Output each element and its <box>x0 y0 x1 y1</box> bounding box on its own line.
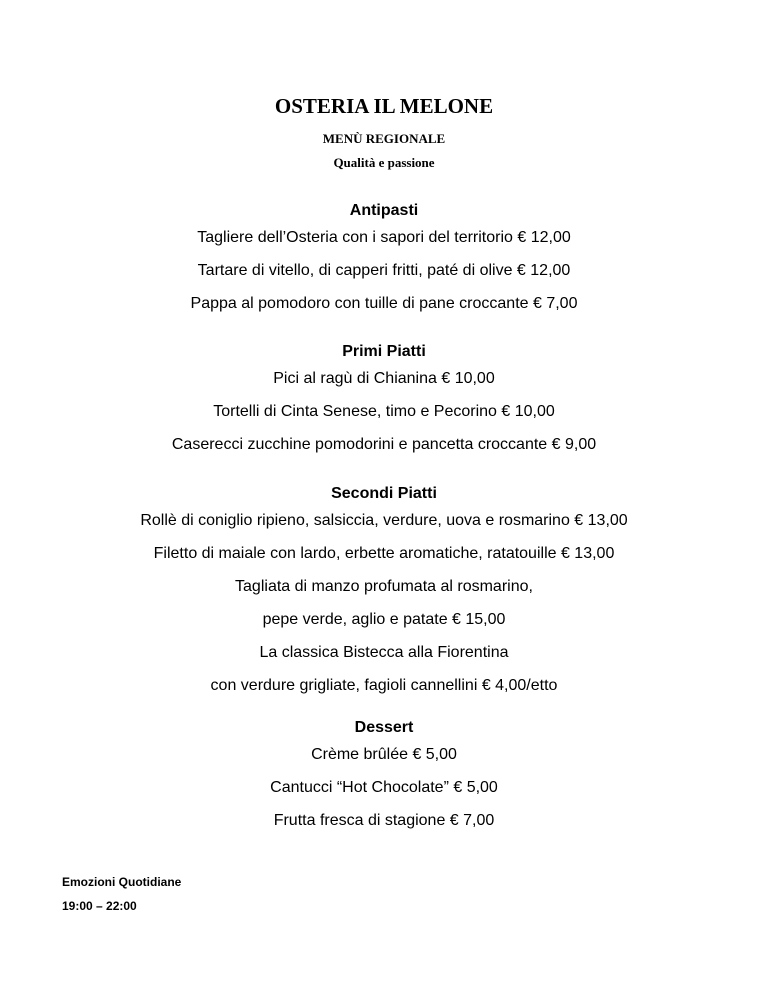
dish-item: con verdure grigliate, fagioli cannellini € 4,00/etto <box>210 677 558 694</box>
section-heading-dessert: Dessert <box>354 719 414 736</box>
dish-item: Frutta fresca di stagione € 7,00 <box>273 812 495 829</box>
section-heading-primi-piatti: Primi Piatti <box>342 343 426 360</box>
dish-item: La classica Bistecca alla Fiorentina <box>259 644 509 661</box>
section-primi-piatti <box>0 342 768 468</box>
footer-name: Emozioni Quotidiane <box>62 875 182 889</box>
dish-item: Tortelli di Cinta Senese, timo e Pecorino € 10,00 <box>213 403 555 420</box>
menu-subtitle: MENÙ REGIONALE <box>322 131 446 146</box>
dish-item: Crème brûlée € 5,00 <box>311 746 457 763</box>
dish-item: Tagliata di manzo profumata al rosmarino, <box>235 578 533 595</box>
dish-item: Tartare di vitello, di capperi fritti, paté di olive € 12,00 <box>197 262 571 279</box>
dish-item: Caserecci zucchine pomodorini e pancetta croccante € 9,00 <box>171 436 597 453</box>
dish-item: Tagliere dell’Osteria con i sapori del territorio € 12,00 <box>197 229 571 246</box>
menu-tagline: Qualità e passione <box>333 155 435 170</box>
dish-item: Rollè di coniglio ripieno, salsiccia, verdure, uova e rosmarino € 13,00 <box>140 512 628 529</box>
section-secondi-piatti <box>0 484 768 709</box>
dish-item: Filetto di maiale con lardo, erbette aromatiche, ratatouille € 13,00 <box>153 545 615 562</box>
section-dessert <box>0 718 768 844</box>
dish-item: Pici al ragù di Chianina € 10,00 <box>273 370 495 387</box>
section-heading-secondi-piatti: Secondi Piatti <box>331 485 437 502</box>
dish-item: Pappa al pomodoro con tuille di pane croccante € 7,00 <box>190 295 578 312</box>
restaurant-title: OSTERIA IL MELONE <box>274 94 494 118</box>
section-heading-antipasti: Antipasti <box>349 202 419 219</box>
footer-hours: 19:00 – 22:00 <box>62 899 137 913</box>
dish-item: Cantucci “Hot Chocolate” € 5,00 <box>270 779 498 796</box>
section-antipasti <box>0 201 768 327</box>
dish-item: pepe verde, aglio e patate € 15,00 <box>262 611 506 628</box>
